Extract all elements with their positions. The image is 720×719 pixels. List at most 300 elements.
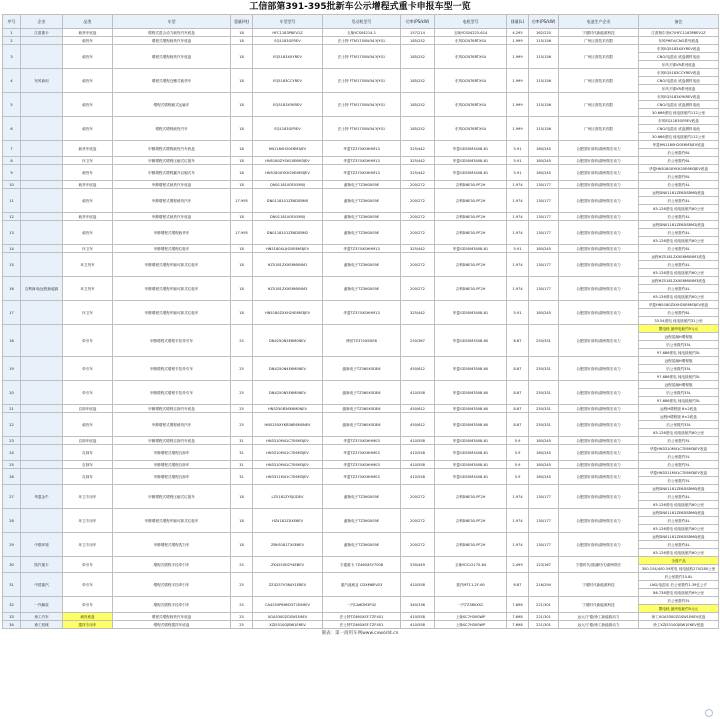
table-row	[3, 613, 719, 621]
cell-model: DN0118101ZE6DSBM0	[253, 189, 323, 213]
cell-engine: 潍柴电子TZ360XS9E	[323, 181, 401, 189]
cell-battery: 合肥国轩高科/湖州微宏动力	[559, 181, 639, 189]
cell-weight: 18	[231, 117, 253, 141]
cell-remark: 限电耗 最终电耗约5元元	[639, 325, 719, 333]
cell-enterprise	[21, 253, 63, 277]
table-row	[3, 277, 719, 285]
cell-vehicle: 甲醇增程式增程车厢可卸式垃圾车	[113, 277, 231, 301]
table-row	[3, 181, 719, 189]
cell-weight: 18	[231, 37, 253, 45]
cell-displacement: 8.87	[507, 325, 529, 357]
cell-power: 330/449	[401, 557, 435, 573]
cell-enterprise	[21, 445, 63, 461]
cell-engine: 一汽CA6DM3P42	[323, 597, 401, 613]
cell-remark: 远程HZ5181ZXXE6M0NM1底盘	[639, 253, 719, 261]
cell-engine: 潍柴电子TZ360XS9E	[323, 277, 401, 301]
cell-category: 环卫货车	[63, 253, 113, 277]
cell-vehicle: 增程式增程载货汽车底盘	[113, 37, 231, 45]
cell-model: EQ5183CCYREV	[253, 69, 323, 93]
table-row	[3, 301, 719, 309]
cell-displacement: 7.698	[507, 613, 529, 621]
cell-category: 载货车	[63, 45, 113, 69]
cell-motor-power: 162/220	[529, 29, 559, 37]
cell-no: 23	[3, 437, 21, 445]
cell-power: 250/367	[401, 325, 435, 357]
cell-battery: 合肥国轩高科/湖州微宏动力	[559, 469, 639, 485]
cell-weight: 25	[231, 381, 253, 405]
cell-weight: 25	[231, 405, 253, 413]
cell-battery: 合肥国轩高科/湖州微宏动力	[559, 381, 639, 405]
cell-motor: 吉利DNE30-PF2H	[435, 485, 507, 509]
cell-no: 4	[3, 69, 21, 93]
table-row	[3, 357, 719, 365]
cell-power: 325/442	[401, 141, 435, 157]
cell-weight: 25	[231, 357, 253, 381]
cell-power: 410/558	[401, 573, 435, 597]
cell-model: XGA5300ZGSW1E6EV	[253, 613, 323, 621]
table-row	[3, 325, 719, 333]
cell-vehicle: 甲醇增程式增程载货汽车	[113, 413, 231, 437]
cell-displacement: 5.9	[507, 461, 529, 469]
cell-remark: 后公里数约5L	[639, 597, 719, 605]
table-row	[3, 45, 719, 53]
cell-motor: 吉利DNE30-PF2H	[435, 533, 507, 557]
cell-engine: 重汽迪威亚 CDXM6EV03	[323, 573, 401, 597]
cell-battery: 广州巨湾技术有限	[559, 45, 639, 69]
cell-vehicle: 甲醇增程式增程载货汽车底盘	[113, 141, 231, 157]
cell-remark: 东风PHEV/CNG系列底盘	[639, 37, 719, 45]
cell-displacement: 1.974	[507, 221, 529, 245]
cell-displacement: 1.999	[507, 45, 529, 69]
cell-power: 410/558	[401, 469, 435, 485]
cell-engine: 潍柴电子TZ360XS9E	[323, 213, 401, 221]
cell-category: 环卫专用车	[63, 509, 113, 533]
cell-enterprise	[21, 413, 63, 437]
cell-engine: 法士特 FTM1750W34-YJY01	[323, 117, 401, 141]
table-row	[3, 213, 719, 221]
cell-enterprise	[21, 157, 63, 165]
cell-remark: 远程星瀚H增程版	[639, 333, 719, 341]
cell-remark: 后公里数约6L	[639, 149, 719, 157]
cell-remark: 后公里数约35L	[639, 421, 719, 429]
cell-enterprise	[21, 325, 63, 357]
cell-motor-power: 180/245	[529, 461, 559, 469]
cell-enterprise	[21, 221, 63, 245]
cell-vehicle: 甲醇增程式增程自卸车	[113, 469, 231, 485]
cell-weight: 17.995	[231, 221, 253, 245]
cell-motor: 东风DCNT6RTXS4	[435, 69, 507, 93]
cell-remark: 33.54度电 纯电续航约31公里	[639, 317, 719, 325]
cell-battery: 合肥国轩高科/湖州微宏动力	[559, 357, 639, 381]
cell-power: 325/442	[401, 301, 435, 325]
cell-remark: 后公里数约4L	[639, 197, 719, 205]
cell-vehicle: 增程式增程仓栅式载货车	[113, 69, 231, 93]
cell-motor: 上柴SC7H300WP	[435, 621, 507, 629]
cell-power: 410/558	[401, 461, 435, 469]
cell-enterprise: 徐工机械	[21, 621, 63, 629]
cell-engine: 博世TZ370X5DE6	[323, 325, 401, 357]
cell-no: 5	[3, 93, 21, 117]
table-row	[3, 221, 719, 229]
cell-category: 环卫车	[63, 301, 113, 325]
cell-remark: 华菱HN1180H20E6M3JEV底盘	[639, 141, 719, 149]
cell-model: HN5250XYKB36E6M0NEV	[253, 413, 323, 437]
cell-weight: 18	[231, 213, 253, 221]
cell-no: 1	[3, 29, 21, 37]
cell-category: 自卸车底盘	[63, 405, 113, 413]
cell-category: 载货车	[63, 117, 113, 141]
cell-model: HZ5181ZXXE6M0NM1	[253, 253, 323, 277]
cell-weight: 25	[231, 597, 253, 613]
cell-weight: 18	[231, 93, 253, 117]
cell-remark: 华菱HN5180ZXXH20E6M3JEV底盘	[639, 301, 719, 309]
cell-displacement: 5.91	[507, 301, 529, 325]
cell-no: 18	[3, 325, 21, 357]
cell-remark: 徐工XGA5300ZGSW1E6EV底盘	[639, 613, 719, 621]
cell-model: ZZ4257V384Y1EBEV	[253, 573, 323, 597]
cell-weight: 18	[231, 181, 253, 189]
cell-model: XZJ5310GJBW1E6EV	[253, 621, 323, 629]
cell-vehicle: 甲醇增程式增程洗扫车	[113, 533, 231, 557]
cell-vehicle: 增程式增程半挂牵引车	[113, 597, 231, 613]
table-row	[3, 245, 719, 253]
cell-model: DN0118101ZE6DSBM2	[253, 221, 323, 245]
cell-category: 牵引车	[63, 573, 113, 597]
cell-category: 自卸车	[63, 445, 113, 461]
cell-weight: 25	[231, 325, 253, 357]
cell-remark: 后公里数约4L	[639, 261, 719, 269]
cell-vehicle: 增程式增程载货汽车底盘	[113, 613, 231, 621]
cell-weight: 25	[231, 613, 253, 621]
page-title: 工信部第391-395批新车公示增程式重卡申报车型一览	[249, 2, 471, 12]
cell-vehicle: 甲醇增程式增程自卸汽车底盘	[113, 405, 231, 413]
cell-power: 185/252	[401, 45, 435, 69]
cell-remark: 华菱HN5180XYKH20E6M3JEV底盘	[639, 165, 719, 173]
cell-battery: 合肥国轩高科/湖州微宏动力	[559, 189, 639, 213]
cell-power: 200/272	[401, 189, 435, 213]
cell-engine: 潍柴电子TZ360X5DE6	[323, 357, 401, 381]
cell-category: 环卫专用车	[63, 533, 113, 557]
cell-remark: 350.154/400.59度电 纯电续航270/280公里	[639, 565, 719, 573]
cell-battery: 合肥国轩高科/湖州微宏动力	[559, 485, 639, 509]
cell-engine: 法士特 FTM1750W34-YJY01	[323, 37, 401, 45]
cell-remark: 华菱HN3311M41C7E6M3JEV底盘	[639, 469, 719, 477]
cell-remark: 65.126度电 纯电续航约60公里	[639, 549, 719, 557]
table-row	[3, 117, 719, 125]
cell-remark: 东风EQ5183XXYREV底盘	[639, 45, 719, 53]
cell-no: 24	[3, 445, 21, 461]
cell-battery: 宁德时代/瑞浦时代/湖州微宏	[559, 557, 639, 573]
cell-power: 200/272	[401, 509, 435, 533]
cell-category: 载货车底盘	[63, 29, 113, 37]
cell-weight: 18	[231, 165, 253, 181]
cell-engine: 法士特TZ460XSF-TZF401	[323, 613, 401, 621]
cell-remark: 后公里数约5L	[639, 461, 719, 469]
cell-motor-power: 250/331	[529, 381, 559, 405]
cell-battery: 合肥国轩高科/湖州微宏动力	[559, 461, 639, 469]
cell-remark: 远程DN01181ZE6DSBM2J底盘	[639, 221, 719, 229]
cell-weight: 31	[231, 437, 253, 445]
cell-enterprise: 东风商用	[21, 69, 63, 93]
cell-battery: 宁德时代新能源科技	[559, 573, 639, 597]
cell-vehicle: 甲醇增程式增程半挂牵引车	[113, 357, 231, 381]
cell-power: 410/558	[401, 621, 435, 629]
cell-motor-power: 250/331	[529, 405, 559, 413]
table-row	[3, 93, 719, 101]
cell-motor-power: 130/177	[529, 509, 559, 533]
cell-category: 载货车底盘	[63, 213, 113, 221]
cell-displacement: 1.974	[507, 189, 529, 213]
cell-motor-power: 180/245	[529, 437, 559, 445]
table-row	[3, 381, 719, 389]
cell-displacement: 5.91	[507, 157, 529, 165]
table-footer: 制表：第一商用车网www.cvworld.cn	[321, 631, 399, 636]
cell-remark: 东风天锦VR系列底盘	[639, 85, 719, 93]
cell-enterprise	[21, 301, 63, 325]
cell-remark: 后公里数约5L	[639, 453, 719, 461]
cell-enterprise	[21, 469, 63, 485]
cell-category: 牵引车	[63, 557, 113, 573]
table-row	[3, 557, 719, 565]
cell-power: 200/272	[401, 221, 435, 245]
cell-motor-power: 130/177	[529, 253, 559, 277]
cell-displacement: 2.499	[507, 557, 529, 573]
cell-no: 14	[3, 245, 21, 253]
cell-no: 3	[3, 45, 21, 69]
cell-power: 410/558	[401, 445, 435, 461]
cell-vehicle: 增程式增程半挂牵引车	[113, 557, 231, 573]
cell-battery: 合肥国轩高科/湖州微宏动力	[559, 141, 639, 157]
cell-power: 325/442	[401, 245, 435, 253]
cell-weight: 25	[231, 573, 253, 597]
cell-model: ZBH5181TXSE6EV	[253, 533, 323, 557]
cell-no: 31	[3, 573, 21, 597]
cell-power: 200/272	[401, 533, 435, 557]
cell-motor-power: 221/301	[529, 597, 559, 613]
cell-category: 环卫车	[63, 157, 113, 165]
cell-battery: 广州巨湾技术有限	[559, 93, 639, 117]
cell-displacement: 5.91	[507, 165, 529, 181]
table-row	[3, 461, 719, 469]
cell-model: HN5180ZXXH20E6M3JEV	[253, 301, 323, 325]
cell-enterprise	[21, 437, 63, 445]
cell-battery: 宁德时代新能源科技	[559, 597, 639, 613]
cell-model: CA4250P66M25T1E6HEV	[253, 597, 323, 613]
cell-remark: 97.686度电 纯电续航约5L	[639, 349, 719, 357]
cell-remark: 远程H增程版 6×2底盘	[639, 413, 719, 421]
cell-remark: 30.666度电 纯电续航约112公里	[639, 133, 719, 141]
cell-motor-power: 180/245	[529, 469, 559, 485]
cell-displacement: 1.999	[507, 69, 529, 93]
cell-remark: CNG/电混动 底盘燃料电池	[639, 53, 719, 61]
cell-weight: 18	[231, 157, 253, 165]
table-row	[3, 485, 719, 493]
cell-motor: 华菱GD50M3408-61	[435, 469, 507, 485]
cell-vehicle: 增程式混合动力载货汽车底盘	[113, 29, 231, 37]
cell-displacement: 1.999	[507, 37, 529, 45]
cell-remark: 全面产品	[639, 557, 719, 565]
cell-motor-power: 115/156	[529, 37, 559, 45]
cell-remark: 后公里数约5L	[639, 437, 719, 445]
cell-motor-power: 180/245	[529, 301, 559, 325]
cell-engine: 华菱TZ370XSHHM13	[323, 157, 401, 165]
cell-battery: 合肥国轩高科/湖州微宏动力	[559, 413, 639, 437]
cell-model: HN3310M41C7E6M3JEV	[253, 445, 323, 461]
cell-enterprise	[21, 181, 63, 189]
cell-enterprise	[21, 189, 63, 213]
cell-weight: 31	[231, 461, 253, 469]
cell-no: 21	[3, 405, 21, 413]
cell-power: 185/252	[401, 37, 435, 45]
cell-motor: 华菱GD50M3408-61	[435, 461, 507, 469]
cell-remark: 30.666度电 纯电续航约112公里	[639, 109, 719, 117]
cell-model: HN5180XLJH20E6M3JEV	[253, 245, 323, 253]
cell-enterprise: 吉利商用/远程新能源	[21, 277, 63, 301]
cell-vehicle: 增程式增程搅拌车底盘	[113, 621, 231, 629]
cell-displacement: 7.698	[507, 621, 529, 629]
cell-displacement: 1.974	[507, 509, 529, 533]
cell-motor: 华菱GD50M3508-60	[435, 405, 507, 413]
col-header-category: 品类	[63, 15, 113, 29]
cell-no: 27	[3, 485, 21, 509]
cell-motor: 华菱GD50M3408-61	[435, 165, 507, 181]
cell-displacement: 1.974	[507, 181, 529, 189]
cell-no: 6	[3, 117, 21, 141]
cell-remark: 65.126度电 纯电续航约60公里	[639, 429, 719, 437]
cell-no: 7	[3, 141, 21, 157]
cell-battery: 合肥国轩高科/湖州微宏动力	[559, 445, 639, 461]
cell-category: 载货底盘	[63, 613, 113, 621]
cell-motor-power: 130/177	[529, 533, 559, 557]
table-row	[3, 573, 719, 581]
cell-motor: 玉柴YCS12170-64	[435, 557, 507, 573]
cell-vehicle: 甲醇增程式增程半挂牵引车	[113, 381, 231, 405]
cell-enterprise	[21, 357, 63, 381]
cell-no: 16	[3, 277, 21, 301]
cell-vehicle: 增程式增程半挂牵引车	[113, 573, 231, 597]
cell-model: HZ4181ZXXE6EV	[253, 509, 323, 533]
cell-model: HN3310M41C7E6M3JEV	[253, 461, 323, 469]
cell-no: 17	[3, 301, 21, 325]
cell-battery: 合肥国轩高科/湖州微宏动力	[559, 325, 639, 357]
cell-no: 8	[3, 157, 21, 165]
cell-displacement: 6.87	[507, 573, 529, 597]
cell-model: HN3311M41C7E6M3JEV	[253, 469, 323, 485]
cell-battery: 合肥国轩高科/湖州微宏动力	[559, 437, 639, 445]
cell-motor: 东风DCNT6RTXS4	[435, 45, 507, 69]
cell-remark: 后公里数约4L	[639, 285, 719, 293]
cell-model: HN5180XYKH20E6M3JEV	[253, 165, 323, 181]
cell-battery: 合肥国轩高科/湖州微宏动力	[559, 157, 639, 165]
cell-category: 牵引车	[63, 357, 113, 381]
cell-motor: 吉利DNE30-PF2H	[435, 253, 507, 277]
cell-category: 搅拌专用车	[63, 621, 113, 629]
cell-displacement: 1.974	[507, 533, 529, 557]
cell-enterprise	[21, 141, 63, 157]
table-row	[3, 29, 719, 37]
cell-remark: CNG/电混动 底盘燃料电池	[639, 101, 719, 109]
cell-model: HN3250B36E6M0NEV	[253, 405, 323, 413]
cell-engine: 华菱TZ370XSHHM03	[323, 445, 401, 461]
cell-enterprise: 中国重汽	[21, 573, 63, 597]
cell-remark: 65.126度电 纯电续航约60公里	[639, 205, 719, 213]
cell-motor: 东风DCNT6RTXS4	[435, 37, 507, 45]
cell-weight: 18	[231, 277, 253, 301]
cell-model: HFC1183P8EV1Z	[253, 29, 323, 37]
cell-vehicle: 增程式增程载货汽车	[113, 117, 231, 141]
cell-remark: 后公里数约35L	[639, 389, 719, 397]
cell-battery: 远大/宁德/徐工新能源动力	[559, 613, 639, 621]
cell-category: 载货车底盘	[63, 141, 113, 157]
cell-remark: 后公里数约6L	[639, 309, 719, 317]
cell-remark: LNG/电混动 后公里数约1.39亿公斤	[639, 581, 719, 589]
cell-category: 环卫货车	[63, 277, 113, 301]
cell-remark: 后公里数约35L	[639, 341, 719, 349]
cell-weight: 18	[231, 245, 253, 253]
table-row	[3, 157, 719, 165]
cell-no: 33	[3, 613, 21, 621]
cell-battery: 合肥国轩高科/湖州微宏动力	[559, 405, 639, 413]
cell-engine: 华菱TZ370XSHHM13	[323, 301, 401, 325]
cell-engine: 法士特 FTM1750W34-YJY01	[323, 69, 401, 93]
cell-no: 25	[3, 461, 21, 469]
cell-displacement: 8.87	[507, 413, 529, 437]
cell-weight: 18	[231, 509, 253, 533]
cell-engine: 潍柴电子TZ360XS9E	[323, 189, 401, 213]
cell-model: HN3310M41C7E6M3JEV	[253, 437, 323, 445]
cell-vehicle: 增程式增程载货汽车底盘	[113, 45, 231, 69]
cell-vehicle: 甲醇增程式载货汽车底盘	[113, 213, 231, 221]
cell-no: 19	[3, 357, 21, 381]
cell-engine: 华菱TZ370XSHHM03	[323, 469, 401, 485]
cell-category: 载货车底盘	[63, 181, 113, 189]
cell-engine: 法士特 FTM1750W34-YJY01	[323, 45, 401, 69]
cell-no: 15	[3, 253, 21, 277]
table-row	[3, 509, 719, 517]
cell-motor-power: 130/177	[529, 485, 559, 509]
cell-power: 410/558	[401, 381, 435, 405]
cell-remark: 东风EQ5183XYKREV底盘	[639, 93, 719, 101]
cell-enterprise	[21, 381, 63, 405]
cell-enterprise	[21, 37, 63, 45]
cell-motor-power: 115/156	[529, 117, 559, 141]
cell-category: 载货车	[63, 69, 113, 93]
cell-weight: 31	[231, 445, 253, 461]
cell-remark: 65.126度电 纯电续航约60公里	[639, 293, 719, 301]
cell-power: 450/612	[401, 405, 435, 413]
cell-battery: 远大/宁德/徐工新能源动力	[559, 621, 639, 629]
cell-remark: 徐工XZJ5310GJBW1E6EV底盘	[639, 621, 719, 629]
cell-engine: 玉柴YCS04214-1	[323, 29, 401, 37]
cell-category: 牵引车	[63, 381, 113, 405]
cell-battery: 合肥国轩高科/湖州微宏动力	[559, 277, 639, 301]
cell-battery: 合肥国轩高科/湖州微宏动力	[559, 213, 639, 221]
cell-weight: 17.995	[231, 189, 253, 213]
cell-displacement: 1.974	[507, 485, 529, 509]
cell-no: 32	[3, 597, 21, 613]
cell-remark: 远程星瀚H增程版	[639, 357, 719, 365]
cell-vehicle: 甲醇增程式载货汽车底盘	[113, 181, 231, 189]
cell-remark: 远程DN01181ZE6DSBM0J底盘	[639, 533, 719, 541]
cell-power: 200/272	[401, 213, 435, 221]
cell-displacement: 1.974	[507, 277, 529, 301]
cell-model: HN5180ZYSH20E6M3JEV	[253, 157, 323, 165]
cell-motor-power: 221/301	[529, 613, 559, 621]
cell-displacement: 8.87	[507, 405, 529, 413]
cell-no: 13	[3, 221, 21, 245]
cell-remark: 后公里数约4L	[639, 229, 719, 237]
cell-remark: 东风EQ5183CCYREV底盘	[639, 69, 719, 77]
